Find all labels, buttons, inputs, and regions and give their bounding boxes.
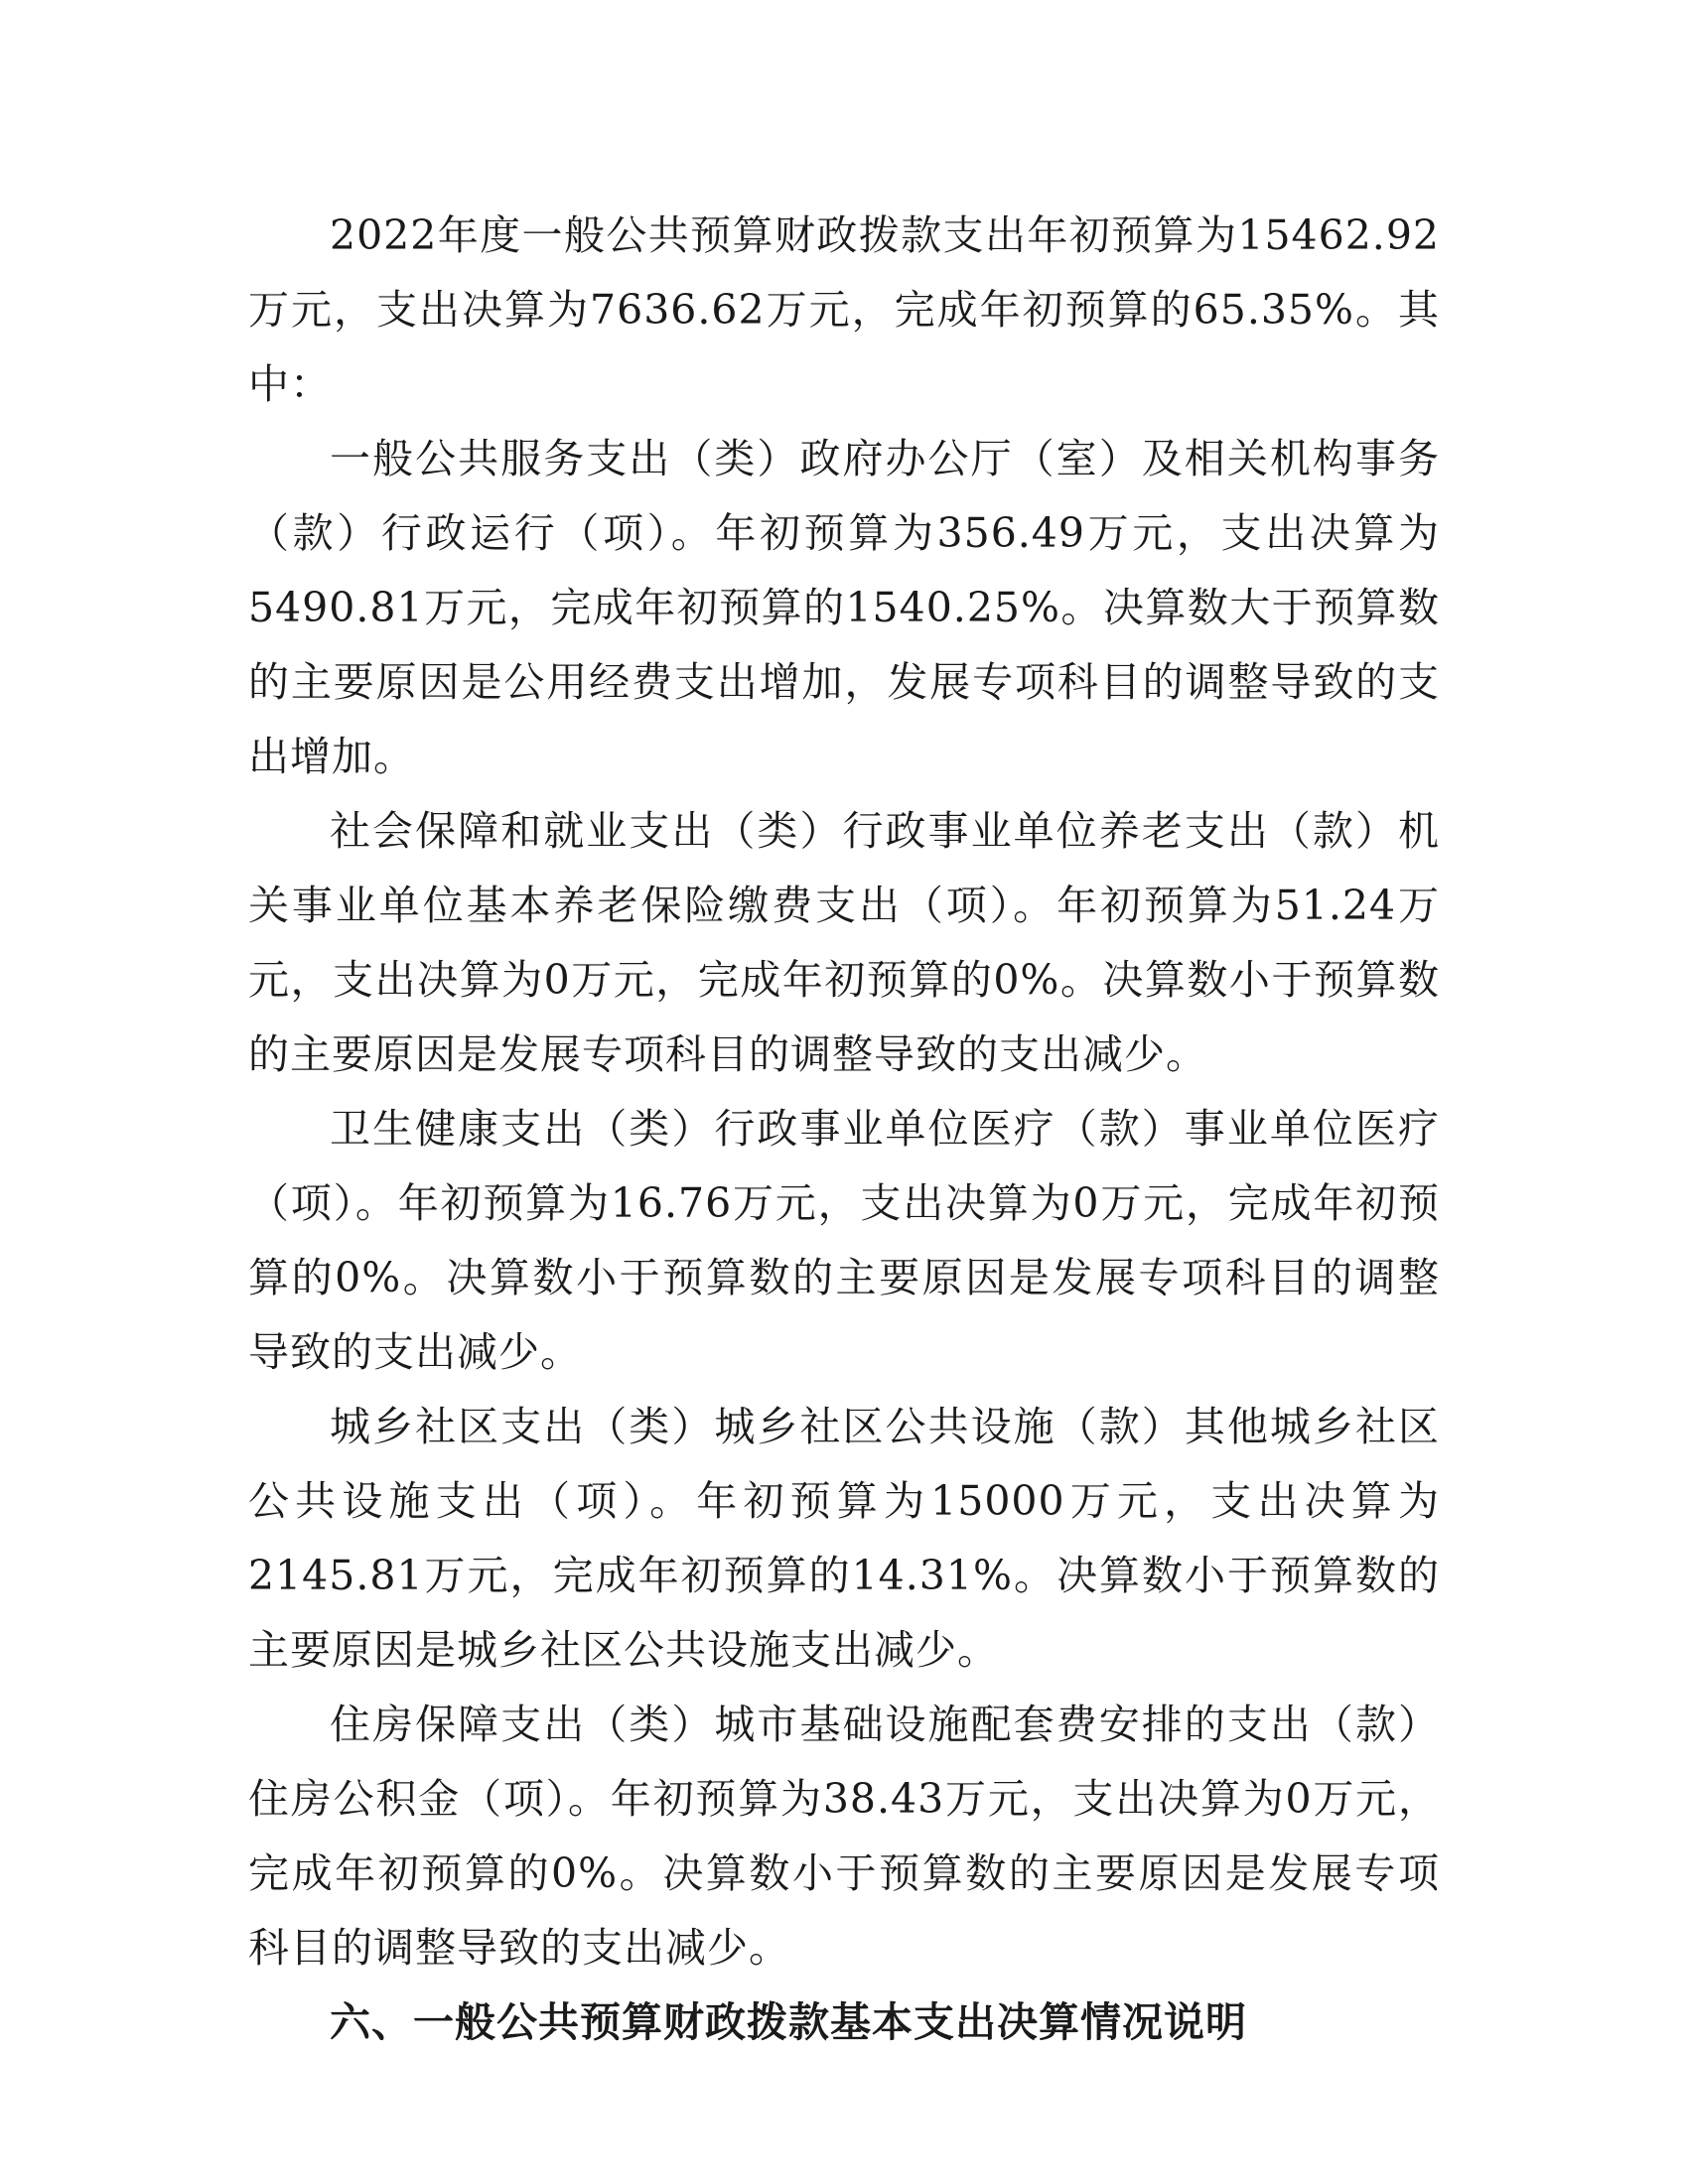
document-body xyxy=(248,199,1440,2060)
paragraph-housing: 住房保障支出（类）城市基础设施配套费安排的支出（款）住房公积金（项）。年初预算为38.43万元，支出决算为0万元，完成年初预算的0%。决算数小于预算数的主要原因是发展专项科目的调整导致的支出减少。 xyxy=(248,1701,1440,1972)
paragraph-urban-rural-community: 城乡社区支出（类）城乡社区公共设施（款）其他城乡社区公共设施支出（项）。年初预算为15000万元，支出决算为2145.81万元，完成年初预算的14.31%。决算数小于预算数的主要原因是城乡社区公共设施支出减少。 xyxy=(248,1403,1440,1674)
paragraph-general-public-services: 一般公共服务支出（类）政府办公厅（室）及相关机构事务（款）行政运行（项）。年初预算为356.49万元，支出决算为5490.81万元，完成年初预算的1540.25%。决算数大于预算数的主要原因是公用经费支出增加，发展专项科目的调整导致的支出增加。 xyxy=(248,435,1440,780)
paragraph-social-security: 社会保障和就业支出（类）行政事业单位养老支出（款）机关事业单位基本养老保险缴费支出（项）。年初预算为51.24万元，支出决算为0万元，完成年初预算的0%。决算数小于预算数的主要原因是发展专项科目的调整导致的支出减少。 xyxy=(248,807,1440,1078)
paragraph-summary: 2022年度一般公共预算财政拨款支出年初预算为15462.92万元，支出决算为7636.62万元，完成年初预算的65.35%。其中： xyxy=(248,211,1440,408)
paragraph-health: 卫生健康支出（类）行政事业单位医疗（款）事业单位医疗（项）。年初预算为16.76万元，支出决算为0万元，完成年初预算的0%。决算数小于预算数的主要原因是发展专项科目的调整导致的支出减少。 xyxy=(248,1105,1440,1376)
section-heading: 六、一般公共预算财政拨款基本支出决算情况说明 xyxy=(330,1998,1247,2046)
